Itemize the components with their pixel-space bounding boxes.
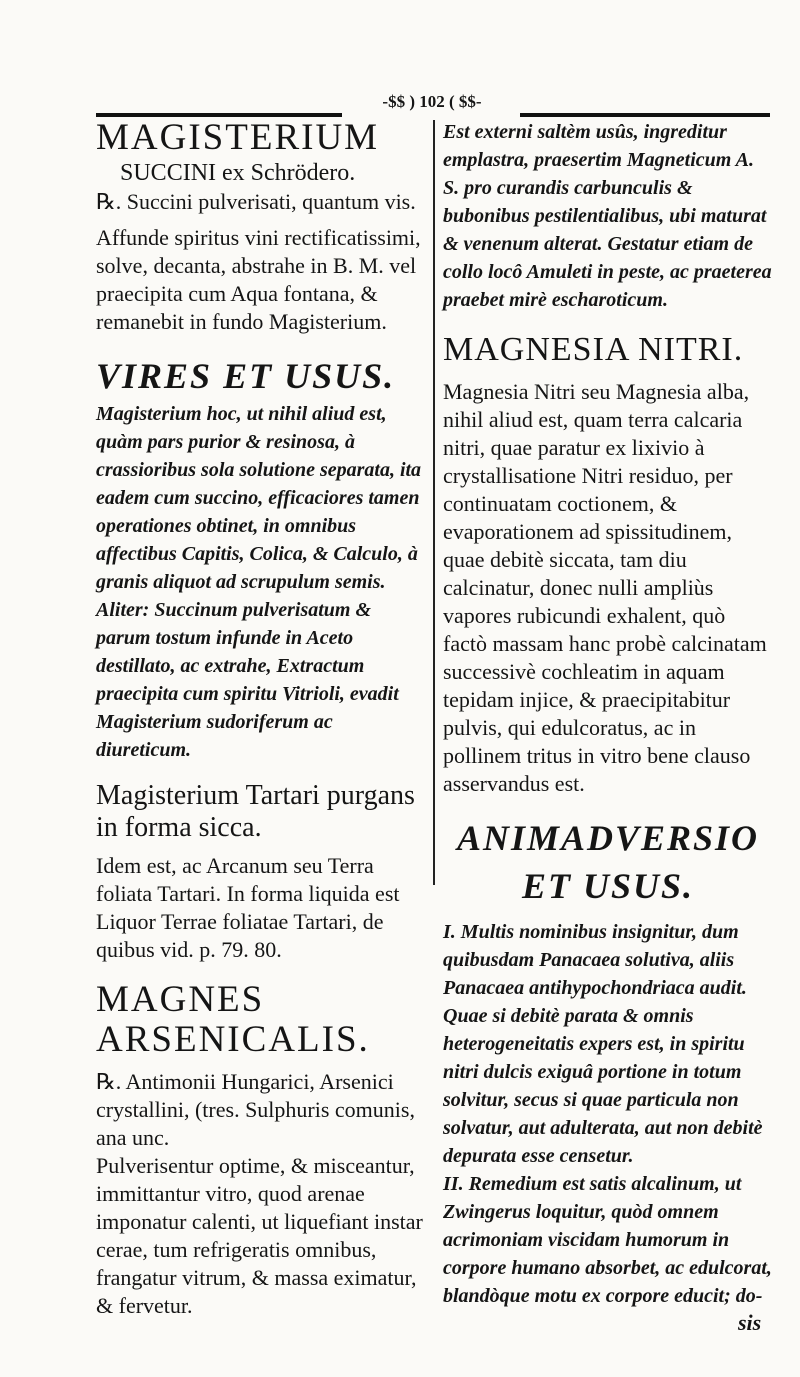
vires-title: VIRES ET USUS. xyxy=(96,356,396,396)
vires-text: Magisterium hoc, ut nihil aliud est, quàm pars purior & resinosa, à crassioribus sola solutione separata, ita eadem cum succino, efficaciores tamen operationes obtinet, in omnibus affectibus Capitis, Colica, & Calculo, à granis aliquot ad scrupulum semis. xyxy=(96,403,422,593)
animadversio-title: ANIMADVERSIO ET USUS. xyxy=(456,818,760,906)
magnes-text: Pulverisentur optime, & misceantur, immittantur vitro, quod arenae imponatur calenti, ut liquefiant instar cerae, tum refrigeratis omnibus, frangatur vitrum, & massa eximatur, & fervetur. xyxy=(96,1153,423,1318)
magnes-title: MAGNES ARSENICALIS. xyxy=(96,979,370,1060)
aliter-text: Aliter: Succinum pulverisatum & parum tostum infunde in Aceto destillato, ac extrahe, Extractum praecipita cum spiritu Vitrioli, evadit Magisterium sudoriferum ac diureticum. xyxy=(96,599,399,761)
column-divider xyxy=(433,120,435,885)
magnesia-title: MAGNESIA NITRI. xyxy=(443,331,744,368)
magnes-rx: ℞. Antimonii Hungarici, Arsenici crystallini, (tres. Sulphuris comunis, ana unc. xyxy=(96,1069,415,1150)
magisterium-paragraph: Affunde spiritus vini rectificatissimi, solve, decanta, abstrahe in B. M. vel praecipita cum Aqua fontana, & remanebit in fundo Magisterium. xyxy=(96,225,421,334)
right-intro: Est externi saltèm usûs, ingreditur emplastra, praesertim Magneticum A. S. pro curandis carbunculis & bubonibus pestilentialibus, ubi maturat & venenum alterat. Gestatur etiam de collo locô Amuleti in peste, ac praeterea praebet mirè escharoticum. xyxy=(443,121,772,311)
right-column xyxy=(443,118,773,1310)
point-two: II. Remedium est satis alcalinum, ut Zwingerus loquitur, quòd omnem acrimoniam viscidam humorum in corpore humano absorbet, ac edulcorat, blandòque motu ex corpore educit; do- xyxy=(443,1173,772,1307)
catchword: sis xyxy=(738,1310,762,1335)
magnesia-text: Magnesia Nitri seu Magnesia alba, nihil aliud est, quam terra calcaria nitri, quae paratur ex lixivio à crystallisatione Nitri residuo, per continuatam coctionem, & evaporationem ad spissitudinem, quae debitè siccata, tam diu calcinatur, donec nulli ampliùs vapores rubicundi exhalent, quò factò massam hanc probè calcinatam successivè cochleatim in aquam tepidam injice, & praecipitabitur pulvis, qui edulcoratus, ac in pollinem tritus in vitro bene clauso asservandus est. xyxy=(443,379,767,796)
rx-line: ℞. Succini pulverisati, quantum vis. xyxy=(96,189,416,214)
tartar-text: Idem est, ac Arcanum seu Terra foliata Tartari. In forma liquida est Liquor Terrae foliatae Tartari, de quibus vid. p. 79. 80. xyxy=(96,853,400,962)
left-column xyxy=(96,118,430,1320)
point-one: I. Multis nominibus insignitur, dum quibusdam Panacaea solutiva, aliis Panacaea antihypochondriaca audit. Quae si debitè parata & omnis heterogeneitatis expers est, in spiritu nitri dulcis exiguâ portione in totum solvitur, secus si quae particula non solvatur, aut adulterata, aut non debitè depurata esse censetur. xyxy=(443,921,763,1167)
tartar-title: Magisterium Tartari purgans in forma sicca. xyxy=(96,780,415,843)
running-header: -$$ ) 102 ( $$- xyxy=(382,92,482,111)
magisterium-title: MAGISTERIUM xyxy=(96,117,380,158)
succini-subtitle: SUCCINI ex Schrödero. xyxy=(120,160,356,186)
header-rule-right xyxy=(520,113,770,117)
